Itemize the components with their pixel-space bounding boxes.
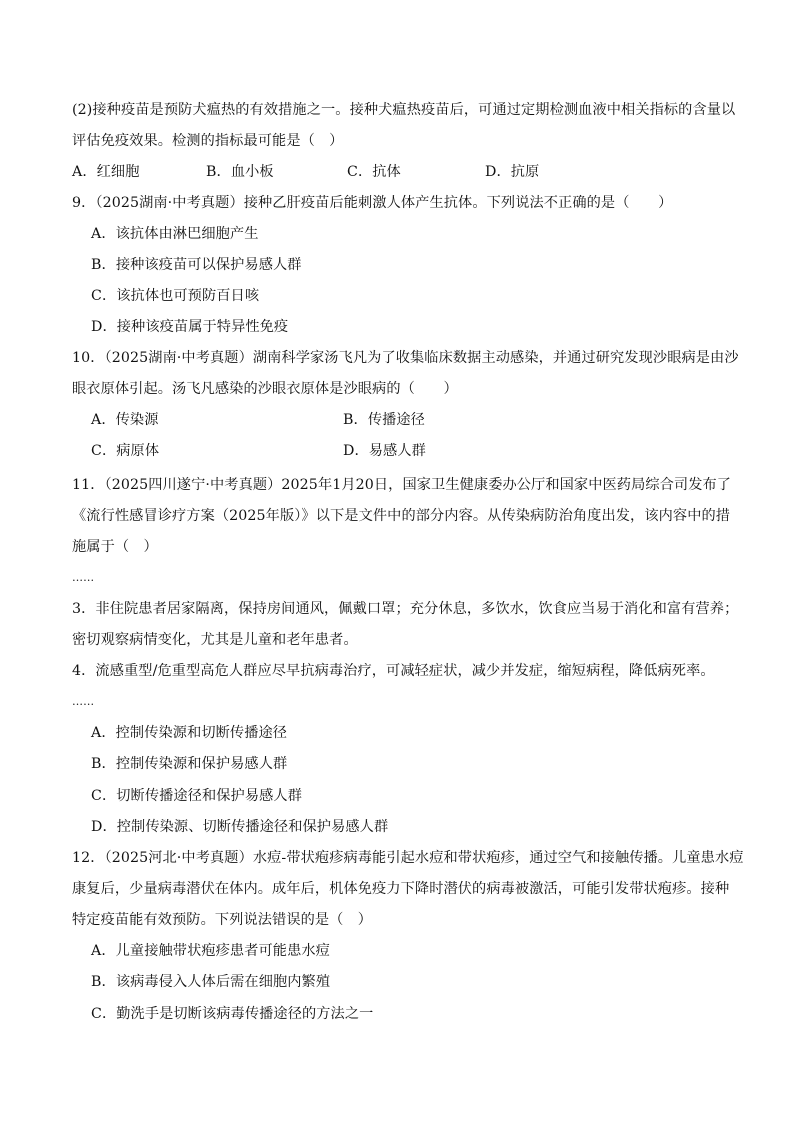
q11-item4: 4．流感重型/危重型高危人群应尽早抗病毒治疗，可减轻症状，减少并发症，缩短病程，降低病死率。: [72, 663, 715, 679]
q8-option-a: A．红细胞: [72, 164, 140, 180]
q8-option-b: B．血小板: [206, 164, 274, 180]
q8-option-c: C．抗体: [347, 164, 401, 180]
q9-option-a: A．该抗体由淋巴细胞产生: [91, 226, 259, 242]
q11-stem-line3: 施属于（ ）: [72, 539, 158, 555]
q8-part2-line1: (2)接种疫苗是预防犬瘟热的有效措施之一。接种犬瘟热疫苗后，可通过定期检测血液中相关指标的含量以: [72, 102, 736, 118]
q12-stem-line3: 特定疫苗能有效预防。下列说法错误的是（ ）: [72, 912, 373, 928]
q8-option-d: D．抗原: [485, 164, 540, 180]
q10-option-b: B．传播途径: [343, 412, 425, 428]
q10-option-a: A．传染源: [91, 412, 159, 428]
q11-option-a: A．控制传染源和切断传播途径: [91, 725, 288, 741]
q11-stem-line1: 11．（2025四川遂宁·中考真题）2025年1月20日，国家卫生健康委办公厅和国家中医药局综合司发布了: [72, 477, 732, 493]
q10-option-c: C．病原体: [91, 443, 160, 459]
q12-option-a: A．儿童接触带状疱疹患者可能患水痘: [91, 943, 330, 959]
q9-option-b: B．接种该疫苗可以保护易感人群: [91, 257, 302, 273]
q10-option-d: D．易感人群: [343, 443, 426, 459]
q11-option-c: C．切断传播途径和保护易感人群: [91, 788, 302, 804]
q9-stem: 9．（2025湖南·中考真题）接种乙肝疫苗后能刺激人体产生抗体。下列说法不正确的是（ ）: [72, 195, 673, 211]
q11-ellipsis-bottom: ……: [72, 695, 95, 708]
q12-option-b: B．该病毒侵入人体后需在细胞内繁殖: [91, 974, 331, 990]
q12-option-c: C．勤洗手是切断该病毒传播途径的方法之一: [91, 1006, 374, 1022]
q11-stem-line2: 《流行性感冒诊疗方案（2025年版）》以下是文件中的部分内容。从传染病防治角度出发，该内容中的措: [72, 508, 731, 524]
q12-stem-line2: 康复后，少量病毒潜伏在体内。成年后，机体免疫力下降时潜伏的病毒被激活，可能引发带状疱疹。接种: [72, 881, 730, 897]
q8-part2-line2: 评估免疫效果。检测的指标最可能是（ ）: [72, 133, 344, 149]
q11-ellipsis-top: ……: [72, 571, 95, 584]
q11-item3-line2: 密切观察病情变化，尤其是儿童和老年患者。: [72, 632, 358, 648]
q11-option-b: B．控制传染源和保护易感人群: [91, 756, 288, 772]
q11-option-d: D．控制传染源、切断传播途径和保护易感人群: [91, 819, 389, 835]
q10-stem-line1: 10．（2025湖南·中考真题）湖南科学家汤飞凡为了收集临床数据主动感染，并通过研究发现沙眼病是由沙: [72, 350, 739, 366]
q10-stem-line2: 眼衣原体引起。汤飞凡感染的沙眼衣原体是沙眼病的（ ）: [72, 381, 458, 397]
q12-stem-line1: 12．（2025河北·中考真题）水痘-带状疱疹病毒能引起水痘和带状疱疹，通过空气和接触传播。儿童患水痘: [72, 850, 744, 866]
q11-item3-line1: 3．非住院患者居家隔离，保持房间通风，佩戴口罩；充分休息，多饮水，饮食应当易于消化和富有营养；: [72, 601, 739, 617]
q9-option-d: D．接种该疫苗属于特异性免疫: [91, 319, 289, 335]
q9-option-c: C．该抗体也可预防百日咳: [91, 288, 260, 304]
